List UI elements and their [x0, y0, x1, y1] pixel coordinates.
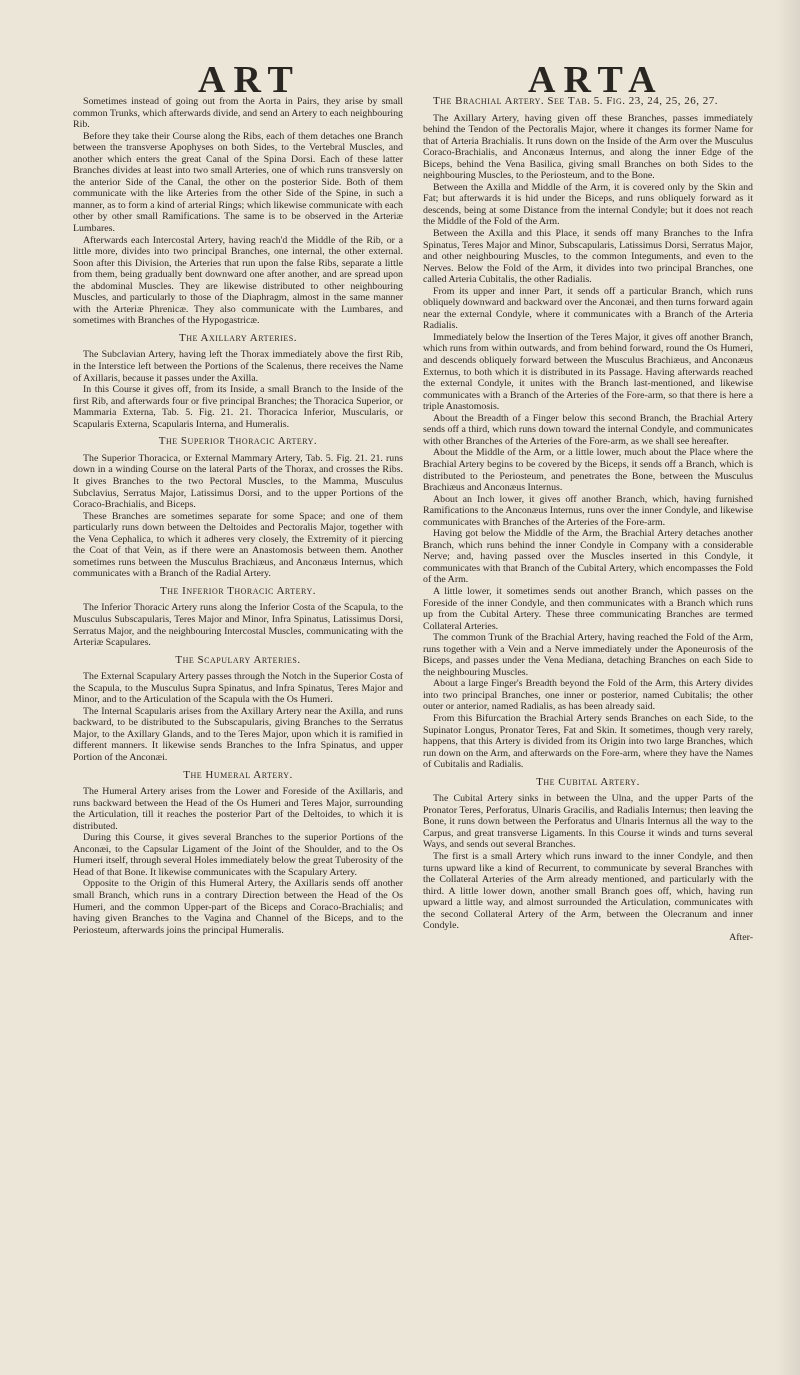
paragraph: In this Course it gives off, from its Inside, a small Branch to the Inside of the first Rib, and afterwards four or five principal Branches; the Thoracica Superior, or Mammaria Externa, Tab. 5. Fig. 21. 21. Thoracica Inferior, Muscularis, or Scapularis Externa, Scapularis Interna, and Humeralis.: [73, 384, 403, 430]
paragraph: A little lower, it sometimes sends out another Branch, which passes on the Foreside of the inner Condyle, and then communicates with a Branch which runs up from the Cubital Artery. These three communicating Branches are termed Collateral Arteries.: [423, 585, 753, 632]
paragraph: Before they take their Course along the Ribs, each of them detaches one Branch between the transverse Apophyses on both Sides, to the Vertebral Muscles, and another which enters the great Canal of the Spina Dorsi. Each of these latter Branches divides at least into two small Arteries, one of which runs transversly on the anterior Side of the Canal, the other on the posterior Side. Both of them communicate with the like Arteries from the other Side of the Spine, in such a manner, as to form a kind of arterial Rings; which likewise communicate with each other by other small Ramifications. The same is to be observed in the Arteriæ Lumbares.: [73, 130, 403, 235]
section-heading: The Inferior Thoracic Artery.: [160, 584, 316, 597]
paragraph: About the Breadth of a Finger below this second Branch, the Brachial Artery sends off a third, which runs down toward the internal Condyle, and communicates with other Branches of the Arteries of the Fore-arm, as we shall see hereafter.: [423, 412, 753, 447]
right-column: [423, 96, 753, 1356]
paragraph: Sometimes instead of going out from the Aorta in Pairs, they arise by small common Trunks, which afterwards divide, and send an Artery to each neighbouring Rib.: [73, 96, 403, 131]
section-heading: The Brachial Artery. See Tab. 5. Fig. 23, 24, 25, 26, 27.: [433, 96, 718, 107]
paragraph: The Internal Scapularis arises from the Axillary Artery near the Axilla, and runs backward, to be distributed to the Subscapularis, giving Branches to the Serratus Major, to the Axillary Glands, and to the Teres Major, upon which it is ramified in different manners. It likewise sends Branches to the Infra Spinatus, and upper Portion of the Anconæi.: [73, 705, 403, 763]
section-heading: The Superior Thoracic Artery.: [158, 435, 318, 448]
paragraph: Immediately below the Insertion of the Teres Major, it gives off another Branch, which runs from within outwards, and from behind forward, round the Os Humeri, and descends obliquely forward between the Musculus Brachiæus, and Anconæus Externus, to both which it is distributed in its Passage. Having afterwards reached the external Condyle, it unites with the Branch last-mentioned, and likewise communicates with a Branch of the Arteries of the Fore-arm, so that there is here a triple Anastomosis.: [423, 331, 753, 413]
paragraph: About an Inch lower, it gives off another Branch, which, having furnished Ramifications to the Anconæus Internus, runs over the inner Condyle, and likewise communicates with Branches of the Arteries of the Fore-arm.: [423, 493, 753, 528]
paragraph: The Subclavian Artery, having left the Thorax immediately above the first Rib, in the Interstice left between the Portions of the Scalenus, there receives the Name of Axillaris, because it passes under the Axilla.: [73, 349, 403, 384]
paragraph: The Humeral Artery arises from the Lower and Foreside of the Axillaris, and runs backward between the Head of the Os Humeri and Teres Major, surrounding the Articulation, till it reaches the posterior Part of the Deltoides, to which it is distributed.: [73, 786, 403, 832]
paragraph: The External Scapulary Artery passes through the Notch in the Superior Costa of the Scapula, to the Musculus Supra Spinatus, and Infra Spinatus, Teres Major and Minor, and to the Articulation of the Scapula with the Os Humeri.: [73, 671, 403, 706]
paragraph: From this Bifurcation the Brachial Artery sends Branches on each Side, to the Supinator Longus, Pronator Teres, Fat and Skin. It sometimes, though very rarely, happens, that this Artery is divided from its Origin into two large Branches, which run down on the Arm, and afterwards on the Fore-arm, where they have the Names of Cubitalis and Radialis.: [423, 712, 753, 771]
section-heading: The Humeral Artery.: [183, 768, 293, 781]
paragraph: The Axillary Artery, having given off these Branches, passes immediately behind the Tendon of the Pectoralis Major, where it changes its former Name for that of Arteria Brachialis. It runs down on the Inside of the Arm over the Musculus Coraco-Brachialis, and Anconæus Internus, and along the inner Edge of the Biceps, behind the Vena Basilica, giving small Branches on both Sides to the neighbouring Muscles, to the Periosteum, and to the Bone.: [423, 112, 753, 182]
paragraph: About a large Finger's Breadth beyond the Fold of the Arm, this Artery divides into two principal Branches, one inner or posterior, named Cubitalis; the other outer or anterior, named Radialis, as has been already said.: [423, 678, 753, 713]
paragraph: These Branches are sometimes separate for some Space; and one of them particularly runs down between the Deltoides and Pectoralis Major, together with the Vena Cephalica, to which it adheres very closely, the Extremity of it piercing the Coat of that Vein, as if there were an Anastomosis between them. Another sometimes runs between the Musculus Brachiæus, and Anconæus Internus, which communicates with a Branch of the Radial Artery.: [73, 510, 403, 580]
paragraph: During this Course, it gives several Branches to the superior Portions of the Anconæi, to the Capsular Ligament of the Joint of the Shoulder, and to the Os Humeri itself, through several Holes immediately below the great Tuberosity of the Head of that Bone. It likewise communicates with the Scapulary Artery.: [73, 832, 403, 878]
left-column: [73, 96, 403, 1356]
page-edge-shadow: [776, 0, 800, 1375]
section-heading: The Cubital Artery.: [536, 775, 640, 788]
paragraph: Between the Axilla and Middle of the Arm, it is covered only by the Skin and Fat; but afterwards it is hid under the Biceps, and runs obliquely forward as it descends, being at some Distance from the internal Condyle; but it does not reach the Middle of the Fold of the Arm.: [423, 181, 753, 228]
paragraph: About the Middle of the Arm, or a little lower, much about the Place where the Brachial Artery begins to be covered by the Biceps, it sends off a Branch, which is distributed to the Periosteum, and penetrates the Bone, between the Musculus Brachiæus and Anconæus Internus.: [423, 447, 753, 494]
paragraph: Having got below the Middle of the Arm, the Brachial Artery detaches another Branch, which runs behind the inner Condyle in Company with a considerable Nerve; and, having passed over the Muscles inserted in this Condyle, it communicates with that Branch of the Cubital Artery, which encompasses the Fold of the Arm.: [423, 528, 753, 586]
section-heading: The Scapulary Arteries.: [175, 653, 301, 666]
paragraph: The common Trunk of the Brachial Artery, having reached the Fold of the Arm, runs together with a Vein and a Nerve immediately under the Aponeurosis of the Biceps, and passes under the Vena Mediana, detaching Branches on each Side to the neighbouring Muscles.: [423, 632, 753, 678]
paragraph: Afterwards each Intercostal Artery, having reach'd the Middle of the Rib, or a little more, divides into two principal Branches, one internal, the other external. Soon after this Division, the Arteries that run upon the false Ribs, separate a little from them, being gradually bent downward one after another, and are spread upon the abdominal Muscles. They are likewise distributed to other neighbouring Muscles, and particularly to those of the Diaphragm, almost in the same manner with the Arteriæ Phrenicæ. They also communicate with the Lumbares, and sometimes with Branches of the Hypogastricæ.: [73, 234, 403, 327]
running-head-left: ART: [198, 59, 301, 101]
running-head-right: ARTA: [528, 59, 664, 101]
paragraph: Opposite to the Origin of this Humeral Artery, the Axillaris sends off another small Branch, which runs in a contrary Direction between the Head of the Os Humeri, and the common Upper-part of the Biceps and Coraco-Brachialis; and having given Branches to the Vagina and Channel of the Biceps, and to the Periosteum, afterwards joins the principal Humeralis.: [73, 878, 403, 936]
paragraph: The first is a small Artery which runs inward to the inner Condyle, and then turns upward like a kind of Recurrent, to communicate by several Branches with the Collateral Arteries of the Arm already mentioned, and particularly with the third. A little lower down, another small Branch goes off, which, having run upward a little way, and almost surrounded the Articulation, communicates with the second Collateral Artery of the Arm, between the Olecranum and inner Condyle.: [423, 851, 753, 932]
paragraph: From its upper and inner Part, it sends off a particular Branch, which runs obliquely downward and backward over the Anconæi, and then turns forward again near the external Condyle, where it communicates with a Branch of the Arteria Radialis.: [423, 285, 753, 332]
section-heading: The Axillary Arteries.: [179, 331, 297, 344]
paragraph: The Cubital Artery sinks in between the Ulna, and the upper Parts of the Pronator Teres, Perforatus, Ulnaris Gracilis, and Radialis Internus; then leaving the Bone, it runs down between the Perforatus and Ulnaris Internus all the way to the Carpus, and great transverse Ligaments. In this Course it winds and turns several Ways, and sends out several Branches.: [423, 793, 753, 851]
paragraph: Between the Axilla and this Place, it sends off many Branches to the Infra Spinatus, Teres Major and Minor, Subscapularis, Latissimus Dorsi, Serratus Major, and other neighbouring Muscles, to the common Integuments, and even to the Nerves. Below the Fold of the Arm, it divides into two principal Branches, one called Arteria Cubitalis, the other Radialis.: [423, 228, 753, 286]
catchword: After-: [729, 931, 753, 943]
paragraph: The Superior Thoracica, or External Mammary Artery, Tab. 5. Fig. 21. 21. runs down in a winding Course on the lateral Parts of the Thorax, and crosses the Ribs. It gives Branches to the two Pectoral Muscles, to the Mamma, Musculus Subclavius, Serratus Major, Latissimus Dorsi, and to the upper Portions of the Coraco-Brachialis, and Biceps.: [73, 452, 403, 511]
paragraph: The Inferior Thoracic Artery runs along the Inferior Costa of the Scapula, to the Musculus Subscapularis, Teres Major and Minor, Infra Spinatus, Latissimus Dorsi, Serratus Major, and the neighbouring Intercostal Muscles, communicating with the Arteriæ Scapulares.: [73, 602, 403, 649]
